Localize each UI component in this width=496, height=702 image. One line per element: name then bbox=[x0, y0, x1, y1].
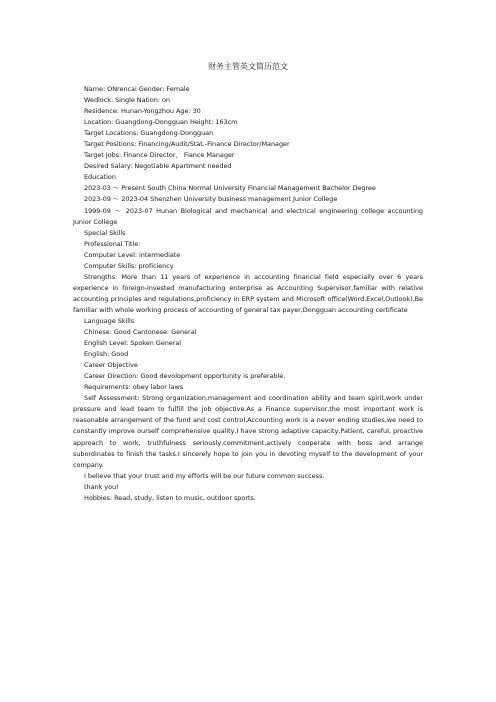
belief-line: I believe that your trust and my efforts will be our future common success. bbox=[84, 471, 325, 480]
target-positions-line: Target Positions: Financing/Audit/Stat.-Finance Director/Manager bbox=[84, 140, 290, 149]
professional-title-line: Professional Title: bbox=[84, 239, 141, 248]
english-level-line: English Level: Spoken General bbox=[84, 339, 182, 348]
thanks-line: thank you! bbox=[84, 482, 119, 491]
career-objective-heading: Career Objective bbox=[84, 361, 138, 370]
education-heading: Education bbox=[84, 173, 116, 182]
desired-salary-line: Desired Salary: Negotiable Apartment needed bbox=[84, 162, 232, 171]
location-height-line: Location: Guangdong-Dongguan Height: 163cm bbox=[84, 118, 238, 127]
name-gender-line: Name: ONrencai Gender: Female bbox=[84, 85, 190, 93]
education-entry-1: 2023-03 ～ Present South China Normal University Financial Management Bachelor Degree bbox=[84, 184, 376, 193]
computer-skills-line: Computer Skills: proficiency bbox=[84, 261, 174, 270]
target-locations-line: Target Locations: Guangdong-Dongguan bbox=[84, 129, 214, 138]
resume-body bbox=[73, 84, 423, 504]
chinese-line: Chinese: Good Cantonese: General bbox=[84, 328, 197, 337]
education-entry-3: 1999-09 ～ 2023-07 Hunan Biological and mechanical and electrical engineering college accounting Junior College bbox=[73, 206, 423, 226]
hobbies-line: Hobbies: Read, study, listen to music, outdoor sports. bbox=[84, 493, 256, 502]
wedlock-nation-line: Wedlock: Single Nation: on bbox=[84, 96, 170, 105]
career-direction-line: Career Direction: Good devolopment opportunity is preferable. bbox=[84, 372, 286, 381]
residence-age-line: Residence: Hunan-Yongzhou Age: 30 bbox=[84, 107, 201, 116]
self-assessment-paragraph: Self Assessment: Strong organization,management and coordination ability and team spirit,work under pressure and lead team to fulfill the job objective.As a Finance supervisor,the most important work is reasonable arrangement of the fund and cost control,Accounting work is a never ending studies,we need to constantly improve ourself comprehensive quality,I have strong adaptive capacity,Patient, careful, proactive approach to work, truthfulness seriously,commitment,actively cooperate with boss and arrange subordinates to finish the tasks.I sincerely hope to join you in devoting myself to the development of your company. bbox=[73, 394, 423, 469]
education-entry-2: 2023-09 ～ 2023-04 Shenzhen University business management Junior College bbox=[84, 195, 338, 204]
english-line: English: Good bbox=[84, 350, 129, 359]
document-title: 财务主管英文简历范文 bbox=[208, 62, 288, 71]
special-skills-heading: Special Skills bbox=[84, 228, 126, 237]
language-skills-heading: Language Skills bbox=[84, 316, 135, 325]
requirements-line: Requirements: obey labor laws bbox=[84, 383, 184, 392]
target-jobs-line: Target Jobs: Finance Director、 Fiance Manager bbox=[84, 151, 235, 160]
strengths-paragraph: Strengths: More than 11 years of experience in accounting financial field especially over 6 years experience in foreign-invested manufacturing enterprise as Accounting Supervisor,familiar with relative accounting principles and regulations,proficiency in ERP system and Microsoft office(Word,Excel,Outlook),Be familiar with whole working process of accounting of general tax payer,Dongguan accounting certificate bbox=[73, 272, 423, 314]
computer-level-line: Computer Level: intermediate bbox=[84, 250, 181, 259]
